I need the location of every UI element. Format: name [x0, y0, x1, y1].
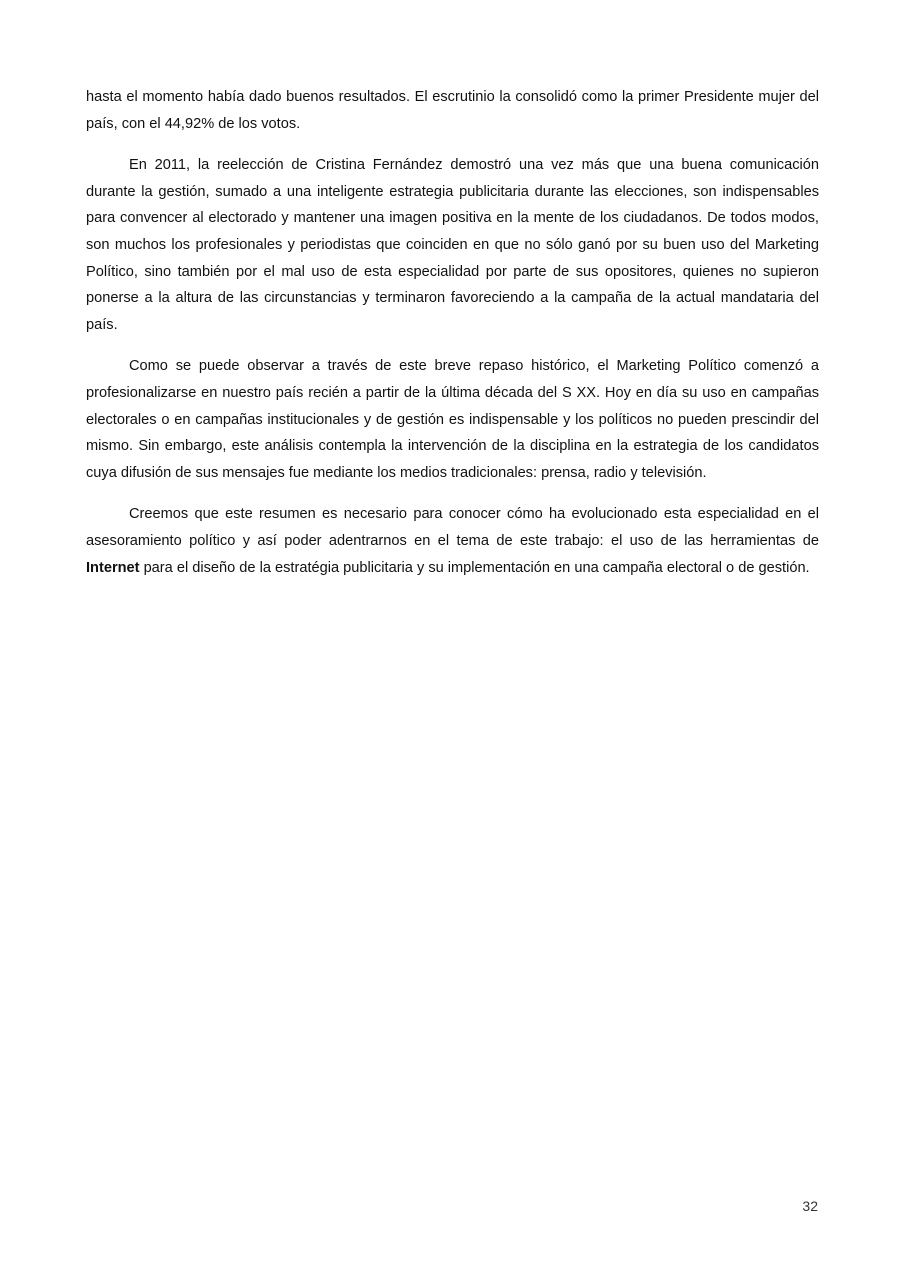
paragraph-summary — [86, 501, 819, 581]
body-text — [86, 84, 819, 596]
page-number: 32 — [802, 1198, 818, 1214]
paragraph-historical-review: Como se puede observar a través de este breve repaso histórico, el Marketing Político comenzó a profesionalizarse en nuestro país recién a partir de la última década del S XX. Hoy en día su uso en campañas electorales o en campañas institucionales y de gestión es indispensable y los políticos no pueden prescindir del mismo. Sin embargo, este análisis contempla la intervención de la disciplina en la estrategia de los candidatos cuya difusión de sus mensajes fue mediante los medios tradicionales: prensa, radio y televisión. — [86, 358, 819, 481]
paragraph-summary-text-before: Creemos que este resumen es necesario para conocer cómo ha evolucionado esta especialidad en el asesoramiento político y así poder adentrarnos en el tema de este trabajo: el uso de las herramientas de — [86, 506, 819, 549]
paragraph-reelection-2011: En 2011, la reelección de Cristina Fernández demostró una vez más que una buena comunicación durante la gestión, sumado a una inteligente estrategia publicitaria durante las elecciones, son indispensables para convencer al electorado y mantener una imagen positiva en la mente de los ciudadanos. De todos modos, son muchos los profesionales y periodistas que coinciden en que no sólo ganó por su buen uso del Marketing Político, sino también por el mal uso de esta especialidad por parte de sus opositores, quienes no supieron ponerse a la altura de las circunstancias y terminaron favoreciendo a la campaña de la actual mandataria del país. — [86, 157, 819, 333]
paragraph-continuation: hasta el momento había dado buenos resultados. El escrutinio la consolidó como la primer Presidente mujer del país, con el 44,92% de los votos. — [86, 89, 819, 132]
paragraph-summary-text-after: para el diseño de la estratégia publicitaria y su implementación en una campaña electoral o de gestión. — [139, 559, 810, 576]
internet-bold-term: Internet — [86, 559, 140, 576]
